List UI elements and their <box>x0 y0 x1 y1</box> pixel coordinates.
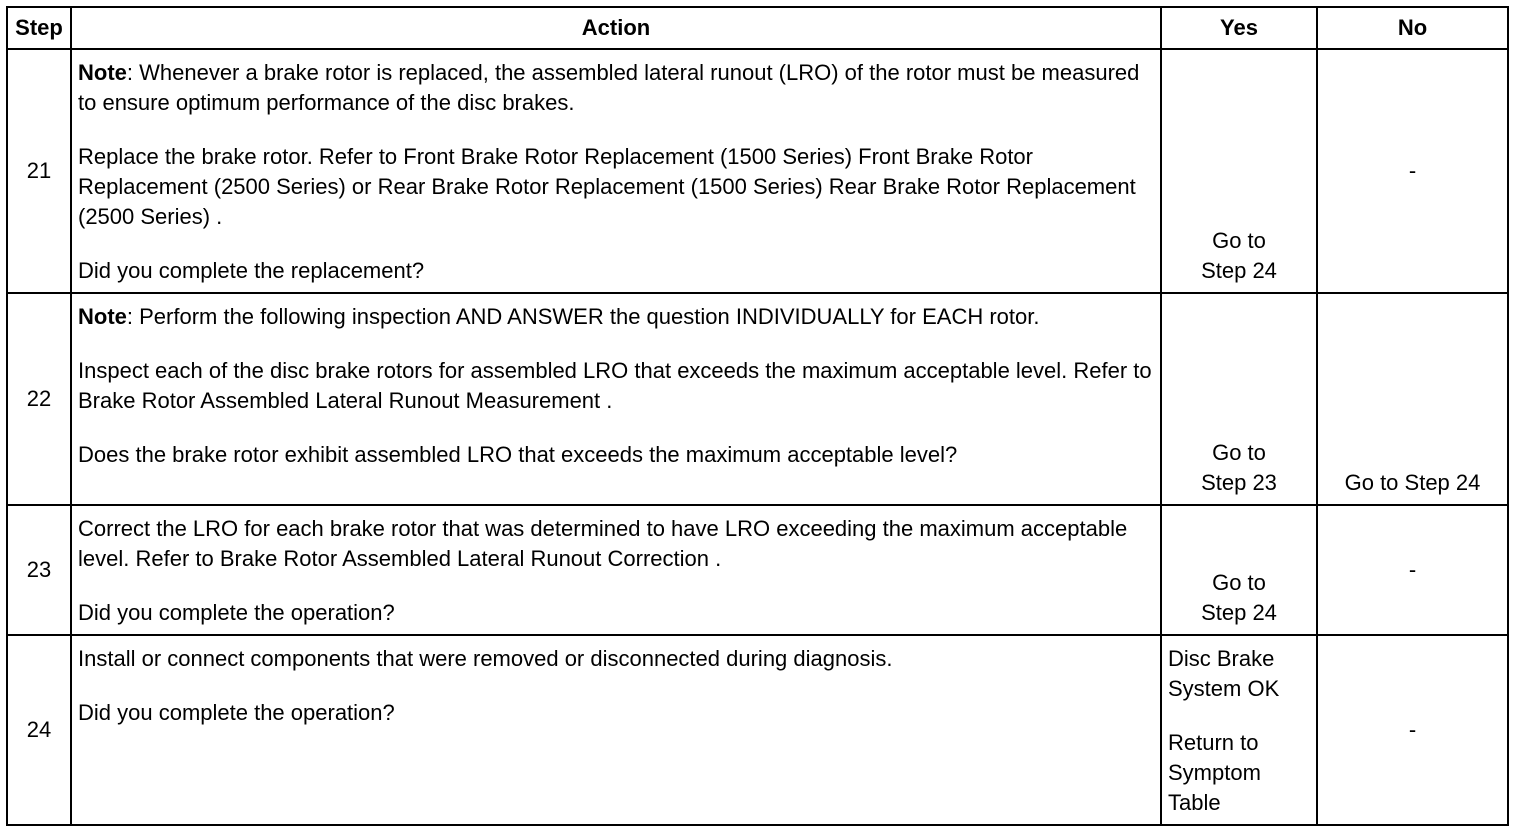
yes-cell <box>1161 635 1317 825</box>
instruction-text: Install or connect components that were removed or disconnected during diagnosis. <box>78 646 893 671</box>
header-action: Action <box>71 7 1161 49</box>
yes-line: System OK <box>1168 676 1280 701</box>
diagnostic-table <box>6 6 1509 826</box>
yes-cell <box>1161 49 1317 293</box>
no-cell: - <box>1317 505 1508 635</box>
no-cell: Go to Step 24 <box>1317 293 1508 505</box>
no-cell: - <box>1317 49 1508 293</box>
action-cell <box>71 293 1161 505</box>
instruction-text: Correct the LRO for each brake rotor that was determined to have LRO exceeding the maximum acceptable level. Refer to Brake Rotor Assembled Lateral Runout Correction . <box>78 516 1128 571</box>
step-number: 22 <box>7 293 71 505</box>
note <box>78 58 1154 118</box>
note <box>78 302 1154 332</box>
action-cell <box>71 505 1161 635</box>
question-text: Does the brake rotor exhibit assembled LRO that exceeds the maximum acceptable level? <box>78 442 958 467</box>
yes-line: Return to <box>1168 730 1259 755</box>
step-number: 21 <box>7 49 71 293</box>
instruction-text: Inspect each of the disc brake rotors for assembled LRO that exceeds the maximum acceptable level. Refer to Brake Rotor Assembled Lateral Runout Measurement . <box>78 358 1152 413</box>
yes-cell <box>1161 505 1317 635</box>
step-number: 23 <box>7 505 71 635</box>
instruction-text: Replace the brake rotor. Refer to Front Brake Rotor Replacement (1500 Series) Front Brake Rotor Replacement (2500 Series) or Rear Brake Rotor Replacement (1500 Series) Rear Brake Rotor Replacement (2500 Series) . <box>78 144 1136 229</box>
question-text: Did you complete the operation? <box>78 600 395 625</box>
question-text: Did you complete the replacement? <box>78 258 425 283</box>
yes-next <box>1168 728 1310 818</box>
table-row <box>7 505 1508 635</box>
step-number: 24 <box>7 635 71 825</box>
note-text: : Whenever a brake rotor is replaced, the assembled lateral runout (LRO) of the rotor must be measured to ensure optimum performance of the disc brakes. <box>78 60 1140 115</box>
yes-line: Go to <box>1212 228 1266 253</box>
yes-line: Disc Brake <box>1168 646 1275 671</box>
table-header-row <box>7 7 1508 49</box>
table-row <box>7 49 1508 293</box>
question-text: Did you complete the operation? <box>78 700 395 725</box>
note-label: Note <box>78 60 127 85</box>
table-row <box>7 293 1508 505</box>
yes-line: Step 24 <box>1201 600 1277 625</box>
yes-line: Go to <box>1212 440 1266 465</box>
yes-line: Symptom <box>1168 760 1261 785</box>
yes-result <box>1168 644 1310 704</box>
header-yes: Yes <box>1161 7 1317 49</box>
header-no: No <box>1317 7 1508 49</box>
note-label: Note <box>78 304 127 329</box>
action-cell <box>71 635 1161 825</box>
note-text: : Perform the following inspection AND ANSWER the question INDIVIDUALLY for EACH rotor. <box>126 304 1040 329</box>
action-cell <box>71 49 1161 293</box>
header-step: Step <box>7 7 71 49</box>
yes-line: Step 24 <box>1201 258 1277 283</box>
no-cell: - <box>1317 635 1508 825</box>
yes-line: Go to <box>1212 570 1266 595</box>
yes-line: Step 23 <box>1201 470 1277 495</box>
yes-line: Table <box>1168 790 1221 815</box>
yes-cell <box>1161 293 1317 505</box>
table-row <box>7 635 1508 825</box>
